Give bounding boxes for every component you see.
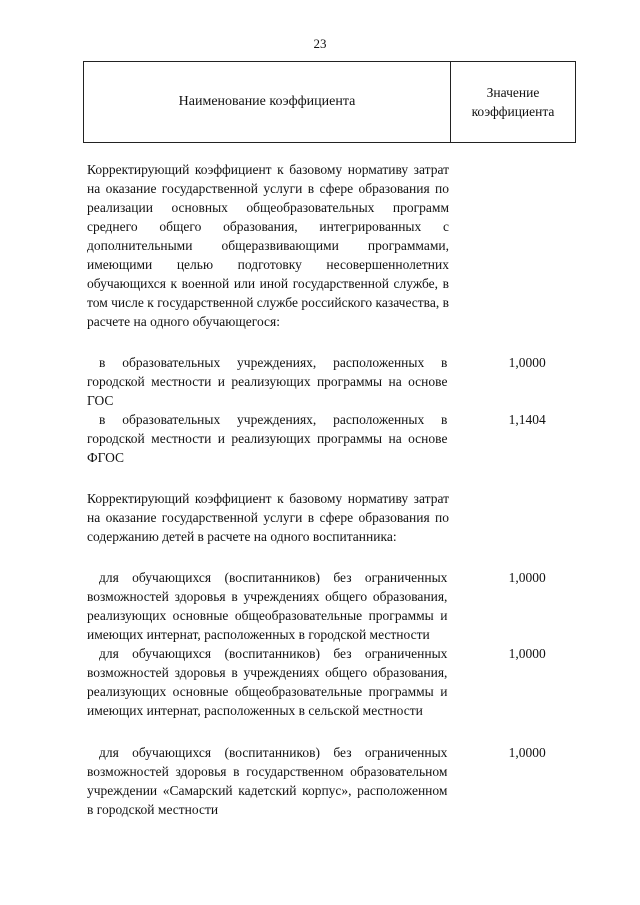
column-header-value-line1: Значение [486,85,540,100]
row-text: для обучающихся (воспитанников) без ограниченных возможностей здоровья в государственном образовательном учреждении «Самарский кадетский корпус», расположенном в городской местности [87,745,448,817]
coefficient-row [87,568,577,644]
coefficient-row [87,410,577,467]
column-header-value [451,62,575,142]
table-header [83,61,576,143]
row-text: для обучающихся (воспитанников) без ограниченных возможностей здоровья в учреждениях общего образования, реализующих основные общеобразовательные программы и имеющих интернат, расположенных в городской местности [87,570,448,642]
row-value: 1,1404 [508,412,546,427]
column-header-name: Наименование коэффициента [84,62,451,142]
row-value: 1,0000 [508,646,546,661]
coefficient-row [87,743,577,819]
page-number: 23 [313,36,327,51]
row-text: в образовательных учреждениях, расположенных в городской местности и реализующих программы на основе ГОС [87,355,448,408]
coefficient-row [87,644,577,720]
row-text: в образовательных учреждениях, расположенных в городской местности и реализующих программы на основе ФГОС [87,412,448,465]
coefficient-list [87,160,577,819]
row-value: 1,0000 [508,570,546,585]
row-value: 1,0000 [508,355,546,370]
section-heading-2: Корректирующий коэффициент к базовому нормативу затрат на оказание государственной услуги в сфере образования по содержанию детей в расчете на одного воспитанника: [87,491,449,544]
row-text: для обучающихся (воспитанников) без ограниченных возможностей здоровья в учреждениях общего образования, реализующих основные общеобразовательные программы и имеющих интернат, расположенных в сельской местности [87,646,448,718]
coefficient-row [87,353,577,410]
column-header-value-line2: коэффициента [471,104,555,119]
row-value: 1,0000 [508,745,546,760]
section-heading-1: Корректирующий коэффициент к базовому нормативу затрат на оказание государственной услуги в сфере образования по реализации основных общеобразовательных программ среднего общего образования, интегрированных с дополнительными общеразвивающими программами, имеющими целью подготовку несовершеннолетних обучающихся к военной или иной государственной службе, в том числе к государственной службе российского казачества, в расчете на одного обучающегося: [87,162,449,329]
